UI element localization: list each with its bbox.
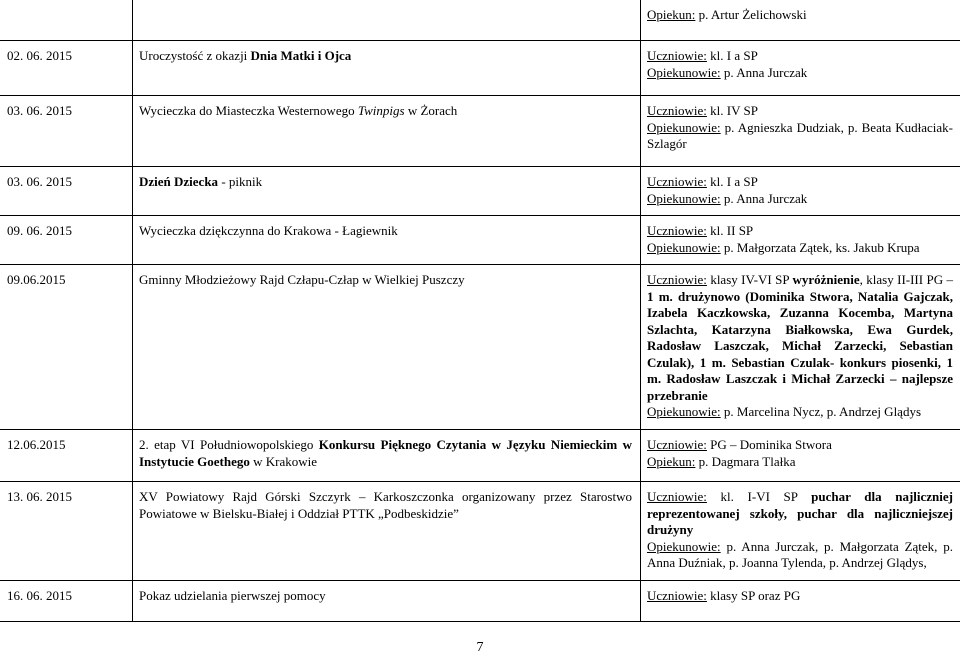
column-divider [132, 265, 133, 430]
column-divider [640, 430, 641, 482]
column-divider [132, 581, 133, 621]
event-participants: Uczniowie: klasy IV-VI SP wyróżnienie, klasy II-III PG – 1 m. drużynowo (Dominika Stwora, Natalia Gajczak, Izabela Kaczkowska, Zuzanna Kocemba, Martyna Szlachta, Katarzyna Białkowska, Ewa Gurdek, Radosław Laszczak, Michał Zarzecki, Sebastian Czulak), 1 m. Sebastian Czulak- konkurs piosenki, 1 m. Radosław Laszczak i Michał Zarzecki – najlepsze przebranie Opiekunowie: p. Marcelina Nycz, p. Andrzej Glądys [647, 272, 953, 419]
event-participants: Uczniowie: kl. I a SP Opiekunowie: p. Anna Jurczak [647, 174, 808, 206]
event-title: Wycieczka dziękczynna do Krakowa - Łagiewnik [139, 223, 398, 238]
event-participants: Uczniowie: kl. I a SP Opiekunowie: p. Anna Jurczak [647, 48, 808, 80]
column-divider [640, 96, 641, 167]
supervisor-cell [647, 7, 953, 24]
table-row [0, 166, 960, 216]
event-date: 09. 06. 2015 [7, 223, 72, 238]
column-divider [132, 0, 133, 40]
event-date: 12.06.2015 [7, 437, 66, 452]
event-title: Dzień Dziecka - piknik [139, 174, 263, 189]
column-divider [640, 581, 641, 621]
event-title: Uroczystość z okazji Dnia Matki i Ojca [139, 48, 352, 63]
event-title: Gminny Młodzieżowy Rajd Człapu-Człap w Wielkiej Puszczy [139, 272, 465, 287]
supervisor-label: Opiekun: [647, 7, 696, 22]
column-divider [132, 167, 133, 216]
event-participants: Uczniowie: kl. II SP Opiekunowie: p. Małgorzata Zątek, ks. Jakub Krupa [647, 223, 920, 255]
event-participants: Uczniowie: klasy SP oraz PG [647, 588, 801, 603]
event-date: 03. 06. 2015 [7, 103, 72, 118]
page-number: 7 [476, 640, 484, 655]
event-date: 16. 06. 2015 [7, 588, 72, 603]
column-divider [640, 482, 641, 581]
table-row [0, 429, 960, 482]
column-divider [132, 96, 133, 167]
event-title: XV Powiatowy Rajd Górski Szczyrk – Karkoszczonka organizowany przez Starostwo Powiatowe w Bielsku-Białej i Oddział PTTK „Podbeskidzie” [139, 489, 632, 521]
column-divider [640, 167, 641, 216]
table-row [0, 580, 960, 622]
table-row [0, 264, 960, 430]
table-row [0, 215, 960, 265]
event-date: 09.06.2015 [7, 272, 66, 287]
table-row [0, 40, 960, 96]
supervisor-name: p. Artur Żelichowski [695, 7, 807, 22]
column-divider [132, 430, 133, 482]
table-row [0, 95, 960, 167]
column-divider [132, 482, 133, 581]
event-title: 2. etap VI Południowopolskiego Konkursu Pięknego Czytania w Języku Niemieckim w Instytucie Goethego w Krakowie [139, 437, 632, 469]
event-title: Wycieczka do Miasteczka Westernowego Twinpigs w Żorach [139, 103, 458, 118]
column-divider [132, 41, 133, 96]
table-row [0, 481, 960, 581]
column-divider [640, 265, 641, 430]
column-divider [640, 41, 641, 96]
event-participants: Uczniowie: PG – Dominika Stwora Opiekun: p. Dagmara Tlałka [647, 437, 832, 469]
event-participants: Uczniowie: kl. IV SP Opiekunowie: p. Agnieszka Dudziak, p. Beata Kudłaciak-Szlagór [647, 103, 953, 151]
event-date: 02. 06. 2015 [7, 48, 72, 63]
event-participants: Uczniowie: kl. I-VI SP puchar dla najliczniej reprezentowanej szkoły, puchar dla najliczniejszej drużyny Opiekunowie: p. Anna Jurczak, p. Małgorzata Zątek, p. Anna Duźniak, p. Joanna Tylenda, p. Andrzej Glądys, [647, 489, 953, 570]
table-row [0, 0, 960, 40]
column-divider [640, 216, 641, 265]
column-divider [132, 216, 133, 265]
column-divider [640, 0, 641, 40]
event-date: 13. 06. 2015 [7, 489, 72, 504]
event-title: Pokaz udzielania pierwszej pomocy [139, 588, 326, 603]
event-date: 03. 06. 2015 [7, 174, 72, 189]
